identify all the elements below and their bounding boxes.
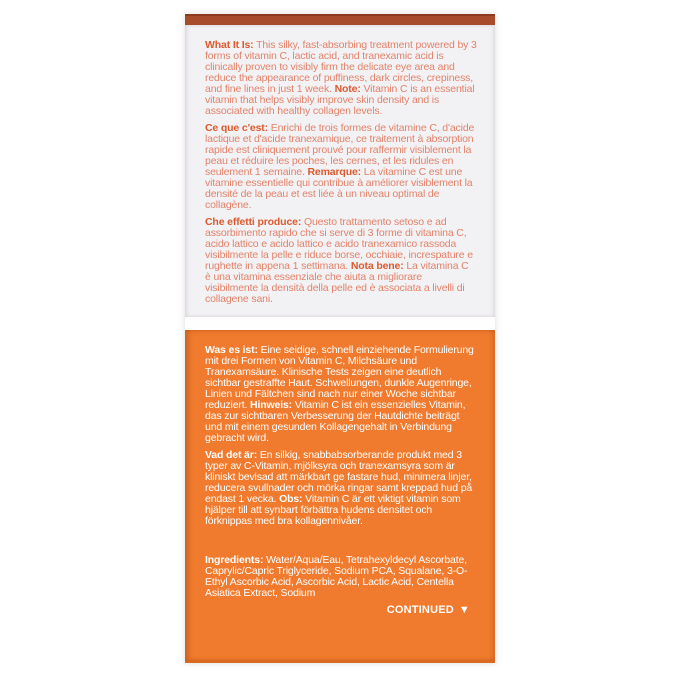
- paragraph-lead-bold: Hinweis:: [250, 399, 293, 411]
- paragraph-ingredients: [205, 555, 477, 599]
- paragraph-text: La vitamine C est une vitamine essentielle qui contribue à améliorer visiblement la densité de la peau et est liée à un niveau optimal de collagène.: [205, 166, 473, 211]
- paragraph-text: Eine seidige, schnell einziehende Formulierung mit drei Formen von Vitamin C, Milchsäure und Tranexamsäure. Klinische Tests zeigen eine deutlich sichtbar gestraffte Haut. Schwellungen, dunkle Augenringe, Linien und Fältchen sind nach nur einer Woche sichtbar reduziert.: [205, 344, 474, 411]
- paragraph-what-it-is: [205, 40, 477, 117]
- paragraph-text: Water/Aqua/Eau, Tetrahexyldecyl Ascorbate, Caprylic/Capric Triglyceride, Sodium PCA, Squalane, 3-O-Ethyl Ascorbic Acid, Ascorbic Acid, Lactic Acid, Centella Asiatica Extract, Sodium: [205, 554, 468, 599]
- paragraph-lead-bold: Nota bene:: [350, 260, 404, 272]
- claims-panel-en-fr-it: [185, 25, 495, 317]
- paragraph-text: En silkig, snabbabsorberande produkt med 3 typer av C-Vitamin, mjölksyra och tranexamsyra som är kliniskt bevisad att märkbart ge fastare hud, minimera linjer, reducera svullnader och mörka ringar samt kreppad hud på endast 1 vecka.: [205, 449, 473, 505]
- panel-divider: [185, 317, 495, 330]
- paragraph-lead-bold: Note:: [334, 83, 361, 95]
- continued-down-triangle-icon: ▼: [458, 604, 470, 616]
- paragraph-lead-bold: Remarque:: [307, 166, 361, 178]
- paragraph-was-es-ist: [205, 345, 477, 444]
- box-top-strip: [185, 14, 495, 25]
- paragraph-lead-bold: Was es ist:: [205, 344, 258, 356]
- paragraph-lead-bold: Ingredients:: [205, 554, 264, 566]
- paragraph-che-effetti-produce: [205, 217, 477, 305]
- paragraph-lead-bold: Obs:: [279, 493, 303, 505]
- paragraph-text: This silky, fast-absorbing treatment powered by 3 forms of vitamin C, lactic acid, and tranexamic acid is clinically proven to visibly firm the delicate eye area and reduce the appearance of puffiness, dark circles, crepiness, and fine lines in just 1 week.: [205, 39, 477, 95]
- paragraph-ce-que-cest: [205, 123, 477, 211]
- continued-indicator: [205, 605, 477, 616]
- paragraph-text: Vitamin C ist ein essenzielles Vitamin, das zur sichtbaren Verbesserung der Hautdichte beiträgt und mit einem gesunden Kollagengehalt in Verbindung gebracht wird.: [205, 399, 466, 444]
- paragraph-lead-bold: Ce que c'est:: [205, 122, 268, 134]
- claims-panel-de-sv-ingredients: [185, 330, 495, 663]
- paragraph-text: Vitamin C is an essential vitamin that helps visibly improve skin density and is associated with healthy collagen levels.: [205, 83, 475, 117]
- product-box-back-panel: [185, 14, 495, 663]
- paragraph-lead-bold: Vad det är:: [205, 449, 258, 461]
- paragraph-text: Vitamin C är ett viktigt vitamin som hjälper till att synbart förbättra hudens densitet och förknippas med bra kollagennivåer.: [205, 493, 461, 527]
- paragraph-vad-det-ar: [205, 450, 477, 527]
- paragraph-text: Enrichi de trois formes de vitamine C, d'acide lactique et d'acide tranexamique, ce traitement à absorption rapide est cliniquement prouvé pour raffermir visiblement la peau et réduire les poches, les cernes, et les ridules en seulement 1 semaine.: [205, 122, 475, 178]
- paragraph-text: La vitamina C è una vitamina essenziale che aiuta a migliorare visibilmente la densità della pelle ed è associata a livelli di collagene sani.: [205, 260, 469, 305]
- paragraph-lead-bold: What It Is:: [205, 39, 254, 51]
- continued-label: CONTINUED: [386, 604, 454, 616]
- paragraph-lead-bold: Che effetti produce:: [205, 216, 302, 228]
- paragraph-text: Questo trattamento setoso e ad assorbimento rapido che si serve di 3 forme di vitamina C, acido lattico e acido lattico e acido tranexamico rassoda visibilmente la pelle e riduce borse, occhiaie, increspature e rughette in appena 1 settimana.: [205, 216, 473, 272]
